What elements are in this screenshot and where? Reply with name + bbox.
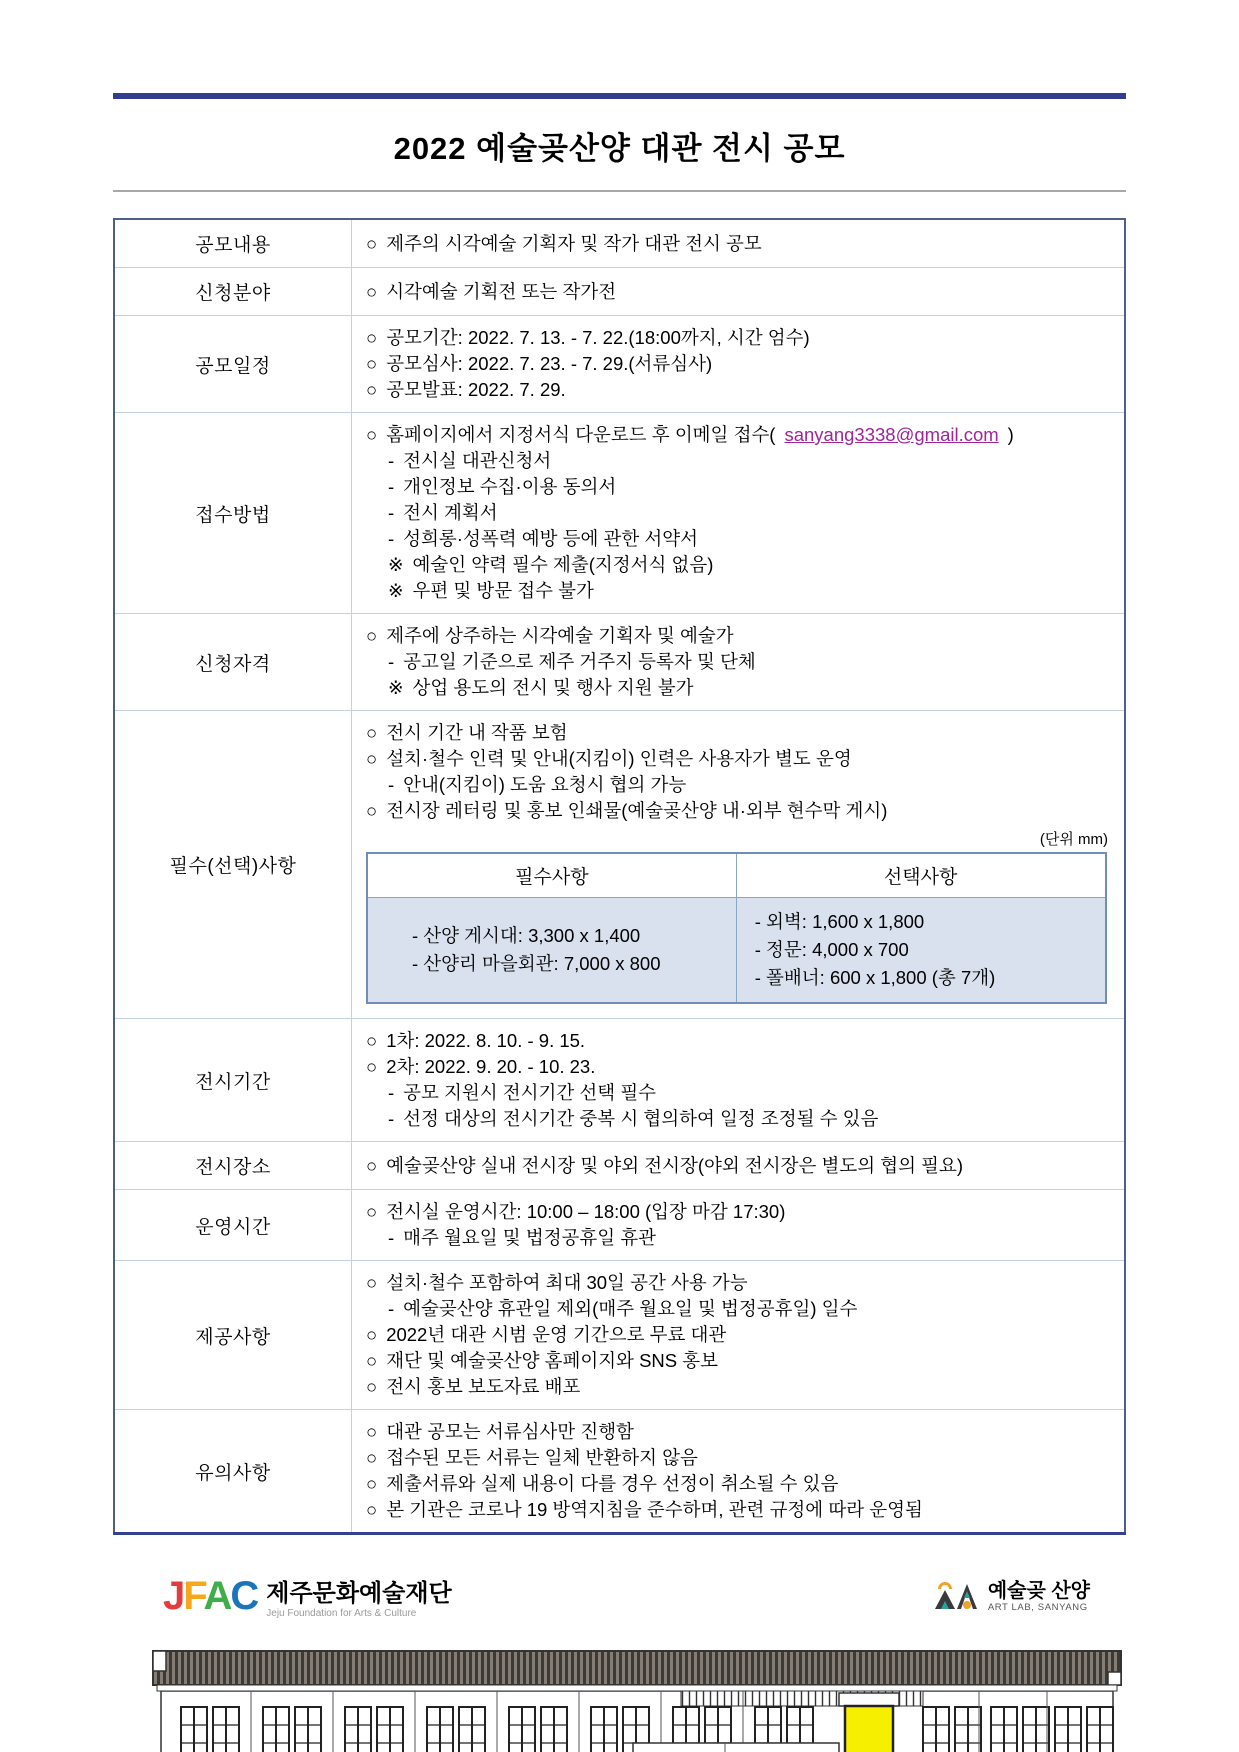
line-marker: ○ [366,748,378,769]
line-marker: ○ [366,280,378,302]
content-line [366,552,1114,578]
row-label: 전시기간 [114,1019,352,1142]
line-marker: ○ [366,1272,378,1293]
jfac-logo [163,1573,452,1619]
line-marker: - [388,1227,395,1248]
content-line [366,351,1114,377]
line-text: 선정 대상의 전시기간 중복 시 협의하여 일정 조정될 수 있음 [403,1108,879,1129]
jfac-logo-letters [163,1573,258,1618]
content-line [366,1199,1114,1225]
line-text: 2022년 대관 시범 운영 기간으로 무료 대관 [386,1324,727,1345]
line-marker: - [388,1298,395,1319]
jfac-letter: A [203,1573,231,1618]
line-marker: - [388,774,395,795]
subtable-header: 선택사항 [736,853,1105,898]
jfac-letter: J [163,1573,184,1618]
line-marker: ○ [366,1154,378,1176]
content-line [366,1106,1114,1132]
content-line [366,474,1114,500]
line-text: 전시장 레터링 및 홍보 인쇄물(예술곶산양 내·외부 현수막 게시) [386,800,888,821]
line-marker: ○ [366,327,378,348]
table-row [114,316,1125,413]
line-text: 매주 월요일 및 법정공휴일 휴관 [403,1227,657,1248]
main-table-body [114,219,1125,1534]
row-content [352,1261,1126,1410]
content-line [366,1028,1114,1054]
row-content [352,1019,1126,1142]
line-text: 우편 및 방문 접수 불가 [412,580,594,601]
line-marker: ○ [366,1499,378,1520]
line-text: 예술곶산양 휴관일 제외(매주 월요일 및 법정공휴일) 일수 [403,1298,858,1319]
title-divider-rule [113,190,1126,192]
table-row [114,1190,1125,1261]
sanyang-subtitle: ART LAB, SANYANG [987,1602,1088,1613]
subtable-line: - 폴배너: 600 x 1,800 (총 7개) [754,967,996,988]
line-text: 대관 공모는 서류심사만 진행함 [386,1421,634,1442]
subtable-line: - 외벽: 1,600 x 1,800 [754,911,925,932]
sanyang-name: 예술곶 산양 [987,1580,1090,1602]
line-text: 공고일 기준으로 제주 거주지 등록자 및 단체 [403,651,756,672]
unit-note: (단위 mm) [1039,831,1108,848]
line-text: 공모심사: 2022. 7. 23. - 7. 29.(서류심사) [386,353,713,374]
content-line [366,1153,1114,1179]
row-label: 전시장소 [114,1142,352,1190]
row-label: 운영시간 [114,1190,352,1261]
table-row [114,1142,1125,1190]
line-text: 전시실 대관신청서 [403,450,552,471]
row-content [352,614,1126,711]
email-link[interactable]: sanyang3338@gmail.com [784,424,999,445]
line-text: 홈페이지에서 지정서식 다운로드 후 이메일 접수( [386,424,776,445]
row-label: 공모일정 [114,316,352,413]
line-text: 공모기간: 2022. 7. 13. - 7. 22.(18:00까지, 시간 엄수) [386,327,810,348]
line-marker: ※ [388,580,404,601]
content-line [366,1225,1114,1251]
jfac-name: 제주문화예술재단 [266,1579,452,1607]
line-marker: ○ [366,1201,378,1222]
line-text: 제주에 상주하는 시각예술 기획자 및 예술가 [386,625,734,646]
line-marker: ○ [366,625,378,646]
content-line [366,1348,1114,1374]
content-line [366,422,1114,448]
row-label: 접수방법 [114,413,352,614]
line-text: 공모발표: 2022. 7. 29. [386,379,566,400]
table-row [114,1019,1125,1142]
row-label: 유의사항 [114,1410,352,1534]
sanyang-logo [933,1577,1090,1618]
line-marker: - [388,502,395,523]
content-line [366,746,1114,772]
line-marker: ○ [366,1324,378,1345]
content-line [366,526,1114,552]
table-row [114,614,1125,711]
line-text: 공모 지원시 전시기간 선택 필수 [403,1082,657,1103]
line-text: 성희롱·성폭력 예방 등에 관한 서약서 [403,528,698,549]
row-content [352,711,1126,1019]
line-marker: ○ [366,1350,378,1371]
row-content [352,268,1126,316]
content-line [366,578,1114,604]
content-line [366,1471,1114,1497]
building-illustration [133,1643,1106,1752]
line-text: 상업 용도의 전시 및 행사 지원 불가 [412,677,694,698]
content-line [366,772,1114,798]
content-line [366,377,1114,403]
line-text: 안내(지킴이) 도움 요청시 협의 가능 [403,774,687,795]
line-text: 재단 및 예술곶산양 홈페이지와 SNS 홍보 [386,1350,718,1371]
row-label: 필수(선택)사항 [114,711,352,1019]
line-text: 본 기관은 코로나 19 방역지침을 준수하며, 관련 규정에 따라 운영됨 [386,1499,923,1520]
content-line [366,279,1114,305]
line-marker: - [388,450,395,471]
row-content [352,1190,1126,1261]
content-line [366,231,1114,257]
table-row [114,219,1125,268]
content-line [366,675,1114,701]
subtable-cell [367,898,736,1004]
sanyang-mountains-icon [933,1577,979,1618]
row-content [352,1410,1126,1534]
content-line [366,500,1114,526]
footer [113,1535,1126,1752]
row-content [352,316,1126,413]
line-marker: ○ [366,1447,378,1468]
line-text: 전시실 운영시간: 10:00 – 18:00 (입장 마감 17:30) [386,1201,786,1222]
row-label: 공모내용 [114,219,352,268]
subtable-line: - 산양 게시대: 3,300 x 1,400 [412,925,641,946]
row-content [352,1142,1126,1190]
content-line [366,1497,1114,1523]
line-marker: - [388,1108,395,1129]
line-marker: ○ [366,1473,378,1494]
jfac-letter: C [230,1573,258,1618]
content-line [366,623,1114,649]
row-content [352,413,1126,614]
line-text: 제출서류와 실제 내용이 다를 경우 선정이 취소될 수 있음 [386,1473,839,1494]
line-marker: - [388,651,395,672]
jfac-letter: F [183,1573,204,1618]
line-text: 전시 기간 내 작품 보험 [386,722,568,743]
line-text: 접수된 모든 서류는 일체 반환하지 않음 [386,1447,698,1468]
table-row [114,1410,1125,1534]
line-marker: - [388,528,395,549]
line-text: 2차: 2022. 9. 20. - 10. 23. [386,1056,596,1077]
table-row [114,268,1125,316]
line-text: 1차: 2022. 8. 10. - 9. 15. [386,1030,586,1051]
content-line [366,798,1114,824]
content-line [366,720,1114,746]
line-marker: ※ [388,677,404,698]
main-table [113,218,1126,1535]
row-label: 신청자격 [114,614,352,711]
subtable-line: - 산양리 마을회관: 7,000 x 800 [412,953,661,974]
line-text: 제주의 시각예술 기획자 및 작가 대관 전시 공모 [386,232,762,254]
table-row [114,1261,1125,1410]
line-marker: ○ [366,800,378,821]
line-text: ) [1007,424,1014,445]
subtable-line: - 정문: 4,000 x 700 [754,939,909,960]
row-label: 제공사항 [114,1261,352,1410]
content-line [366,448,1114,474]
line-marker: ○ [366,379,378,400]
content-line [366,1270,1114,1296]
content-line [366,325,1114,351]
line-marker: ○ [366,232,378,254]
row-label: 신청분야 [114,268,352,316]
line-text: 설치·철수 인력 및 안내(지킴이) 인력은 사용자가 별도 운영 [386,748,852,769]
content-line [366,1445,1114,1471]
content-line [366,1374,1114,1400]
jfac-subtitle: Jeju Foundation for Arts & Culture [266,1607,417,1619]
line-marker: ○ [366,1030,378,1051]
line-marker: ○ [366,1376,378,1397]
content-line [366,1054,1114,1080]
line-marker: ○ [366,424,378,445]
line-marker: ※ [388,554,404,575]
row-content [352,219,1126,268]
line-marker: ○ [366,722,378,743]
table-row [114,413,1125,614]
line-text: 개인정보 수집·이용 동의서 [403,476,617,497]
subtable-header: 필수사항 [367,853,736,898]
requirements-subtable [366,852,1107,1004]
content-line [366,1296,1114,1322]
subtable-cell [736,898,1105,1004]
line-marker: ○ [366,353,378,374]
line-marker: ○ [366,1056,378,1077]
content-line [366,1322,1114,1348]
line-text: 예술곶산양 실내 전시장 및 야외 전시장(야외 전시장은 별도의 협의 필요) [386,1154,964,1176]
line-text: 예술인 약력 필수 제출(지정서식 없음) [412,554,714,575]
line-text: 전시 홍보 보도자료 배포 [386,1376,581,1397]
line-text: 설치·철수 포함하여 최대 30일 공간 사용 가능 [386,1272,748,1293]
line-marker: ○ [366,1421,378,1442]
content-line [366,649,1114,675]
top-accent-rule [113,93,1126,99]
line-text: 시각예술 기획전 또는 작가전 [386,280,617,302]
table-row [114,711,1125,1019]
line-marker: - [388,1082,395,1103]
content-line [366,1080,1114,1106]
line-text: 전시 계획서 [403,502,498,523]
content-line [366,1419,1114,1445]
line-marker: - [388,476,395,497]
page-title: 2022 예술곶산양 대관 전시 공모 [393,131,846,166]
